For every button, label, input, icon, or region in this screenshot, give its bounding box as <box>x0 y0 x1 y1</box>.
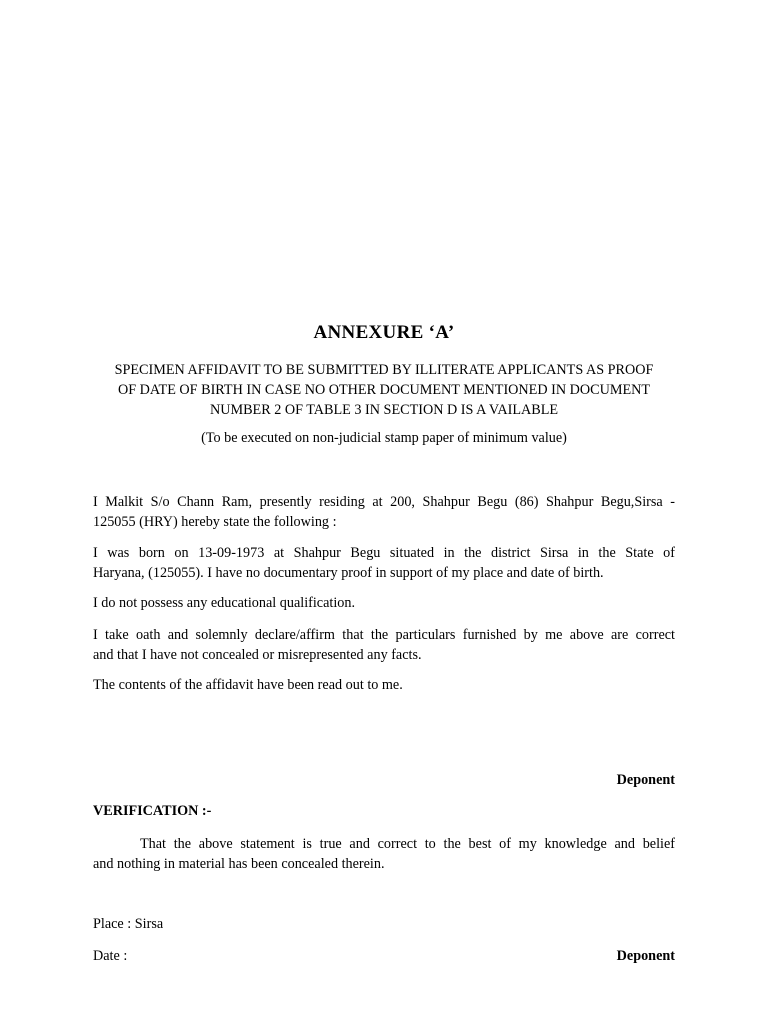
paragraph-line: 125055 (HRY) hereby state the following : <box>93 514 337 530</box>
date-field: Date : <box>93 948 128 964</box>
intro-paragraph <box>93 492 675 532</box>
annexure-title: ANNEXURE ‘A’ <box>313 322 455 343</box>
paragraph-line: That the above statement is true and correct to the best of my knowledge and belief <box>140 836 675 852</box>
subtitle-line: SPECIMEN AFFIDAVIT TO BE SUBMITTED BY ILLITERATE APPLICANTS AS PROOF <box>114 362 654 378</box>
paragraph-line: I was born on 13-09-1973 at Shahpur Begu situated in the district Sirsa in the State of <box>93 545 675 561</box>
paragraph-line: I take oath and solemnly declare/affirm that the particulars furnished by me above are correct <box>93 627 675 643</box>
stamp-paper-note: (To be executed on non-judicial stamp paper of minimum value) <box>201 430 567 446</box>
subtitle-line: NUMBER 2 OF TABLE 3 IN SECTION D IS A VAILABLE <box>209 402 559 418</box>
deponent-signature-label: Deponent <box>616 948 675 964</box>
verification-heading: VERIFICATION :- <box>93 803 212 819</box>
subtitle-line: OF DATE OF BIRTH IN CASE NO OTHER DOCUMENT MENTIONED IN DOCUMENT <box>117 382 651 398</box>
verification-paragraph <box>93 834 675 874</box>
paragraph-line: and nothing in material has been concealed therein. <box>93 856 385 872</box>
paragraph-line: I Malkit S/o Chann Ram, presently residing at 200, Shahpur Begu (86) Shahpur Begu,Sirsa - <box>93 494 675 510</box>
paragraph-line: and that I have not concealed or misrepresented any facts. <box>93 647 422 663</box>
affidavit-subtitle <box>88 360 680 420</box>
education-statement: I do not possess any educational qualification. <box>93 595 356 611</box>
oath-paragraph <box>93 625 675 665</box>
place-field: Place : Sirsa <box>93 916 164 932</box>
read-out-statement: The contents of the affidavit have been read out to me. <box>93 677 403 693</box>
deponent-label: Deponent <box>616 772 675 788</box>
paragraph-line: Haryana, (125055). I have no documentary proof in support of my place and date of birth. <box>93 565 604 581</box>
birth-paragraph <box>93 543 675 583</box>
